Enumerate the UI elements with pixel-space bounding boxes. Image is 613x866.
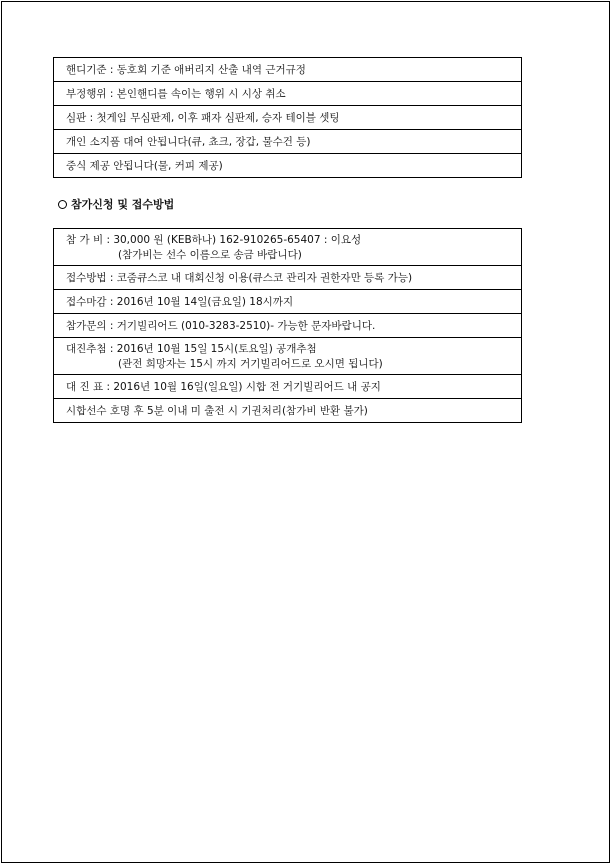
circle-bullet-icon [58, 200, 67, 209]
rule-referee: 심판 : 첫게임 무심판제, 이후 패자 심판제, 승자 테이블 셋팅 [54, 106, 521, 130]
document-page [1, 1, 610, 863]
draw-line1: 대진추첨 : 2016년 10월 15일 15시(토요일) 공개추첨 [66, 343, 317, 355]
rule-personal-items: 개인 소지품 대여 안됩니다(큐, 쵸크, 장갑, 물수건 등) [54, 130, 521, 154]
row-inquiry: 참가문의 : 거기빌리어드 (010-3283-2510)- 가능한 문자바랍니다. [54, 314, 521, 338]
row-bracket: 대 진 표 : 2016년 10월 16일(일요일) 시합 전 거기빌리어드 내 공지 [54, 375, 521, 399]
rule-cheating: 부정행위 : 본인핸디를 속이는 행위 시 시상 취소 [54, 82, 521, 106]
application-table [53, 228, 522, 423]
section-heading-text: 참가신청 및 접수방법 [71, 198, 175, 211]
section-heading [58, 196, 174, 212]
draw-line2: (관전 희망자는 15시 까지 거기빌리어드로 오시면 됩니다) [118, 358, 383, 370]
row-method: 접수방법 : 코줌큐스코 내 대회신청 이용(큐스코 관리자 권한자만 등록 가능) [54, 266, 521, 290]
row-forfeit: 시합선수 호명 후 5분 이내 미 출전 시 기권처리(참가비 반환 불가) [54, 399, 521, 423]
fee-line2: (참가비는 선수 이름으로 송금 바랍니다) [118, 249, 302, 261]
rule-handicap: 핸디기준 : 동호회 기준 애버리지 산출 내역 근거규정 [54, 58, 521, 82]
fee-line1: 참 가 비 : 30,000 원 (KEB하나) 162-910265-65407 : 이요성 [66, 234, 362, 246]
rule-lunch: 중식 제공 안됩니다(물, 커피 제공) [54, 154, 521, 178]
rules-table [53, 57, 522, 178]
row-deadline: 접수마감 : 2016년 10월 14일(금요일) 18시까지 [54, 290, 521, 314]
row-draw [54, 338, 521, 375]
row-fee [54, 229, 521, 266]
